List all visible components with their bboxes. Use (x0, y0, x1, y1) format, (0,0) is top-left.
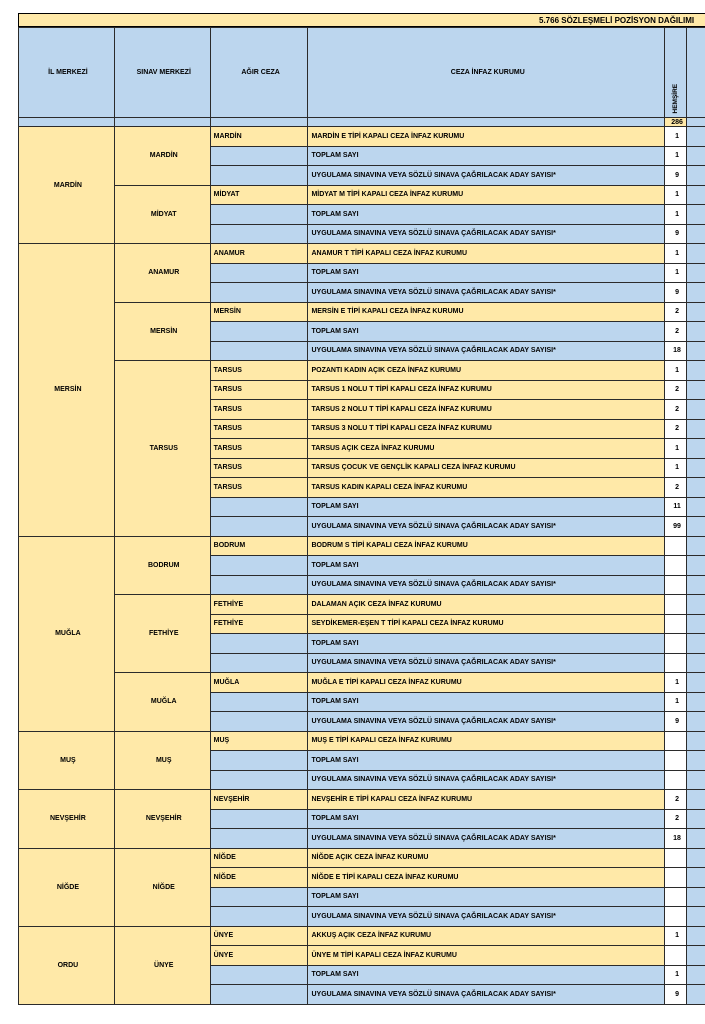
summary-label-cell: UYGULAMA SINAVINA VEYA SÖZLÜ SINAVA ÇAĞRILACAK ADAY SAYISI* (308, 907, 665, 927)
agir-ceza-cell (210, 575, 308, 595)
sinav-merkezi-cell: NİĞDE (114, 848, 210, 926)
agir-ceza-cell: MUĞLA (210, 673, 308, 693)
summary-label-cell: TOPLAM SAYI (308, 692, 665, 712)
summary-label-cell: TOPLAM SAYI (308, 965, 665, 985)
edge-cell (687, 283, 705, 303)
agir-ceza-cell (210, 283, 308, 303)
edge-cell (687, 419, 705, 439)
header-agir-ceza: AĞIR CEZA (210, 28, 308, 118)
edge-cell (687, 244, 705, 264)
summary-label-cell: TOPLAM SAYI (308, 556, 665, 576)
agir-ceza-cell (210, 751, 308, 771)
hemsire-count-cell: 2 (665, 790, 687, 810)
hemsire-count-cell: 1 (665, 926, 687, 946)
table-body (19, 127, 705, 1005)
agir-ceza-cell: MARDİN (210, 127, 308, 147)
summary-label-cell: UYGULAMA SINAVINA VEYA SÖZLÜ SINAVA ÇAĞRILACAK ADAY SAYISI* (308, 985, 665, 1005)
edge-cell (687, 829, 705, 849)
edge-cell (687, 907, 705, 927)
kurum-cell: TARSUS 2 NOLU T TİPİ KAPALI CEZA İNFAZ KURUMU (308, 400, 665, 420)
hemsire-count-cell: 2 (665, 380, 687, 400)
agir-ceza-cell (210, 809, 308, 829)
hemsire-count-cell (665, 536, 687, 556)
hemsire-count-cell: 1 (665, 263, 687, 283)
sinav-merkezi-cell: MUĞLA (114, 673, 210, 732)
hemsire-count-cell: 9 (665, 712, 687, 732)
edge-cell (687, 556, 705, 576)
header-edge (687, 28, 705, 118)
hemsire-count-cell (665, 731, 687, 751)
table-row (19, 731, 705, 751)
agir-ceza-cell: NİĞDE (210, 868, 308, 888)
table-row (19, 536, 705, 556)
hemsire-count-cell: 1 (665, 361, 687, 381)
agir-ceza-cell (210, 497, 308, 517)
agir-ceza-cell: MERSİN (210, 302, 308, 322)
agir-ceza-cell (210, 322, 308, 342)
position-table (18, 27, 705, 1005)
agir-ceza-cell (210, 224, 308, 244)
table-row (19, 185, 705, 205)
table-row (19, 127, 705, 147)
edge-cell (687, 692, 705, 712)
edge-cell (687, 731, 705, 751)
header-hemsire-label: HEMŞİRE (671, 83, 679, 113)
hemsire-count-cell: 9 (665, 985, 687, 1005)
hemsire-count-cell (665, 887, 687, 907)
edge-cell (687, 185, 705, 205)
agir-ceza-cell (210, 556, 308, 576)
hemsire-count-cell (665, 848, 687, 868)
table-row (19, 244, 705, 264)
hemsire-count-cell (665, 556, 687, 576)
edge-cell (687, 926, 705, 946)
edge-cell (687, 497, 705, 517)
kurum-cell: MUĞLA E TİPİ KAPALI CEZA İNFAZ KURUMU (308, 673, 665, 693)
hemsire-count-cell: 9 (665, 283, 687, 303)
edge-cell (687, 595, 705, 615)
kurum-cell: MERSİN E TİPİ KAPALI CEZA İNFAZ KURUMU (308, 302, 665, 322)
kurum-cell: POZANTI KADIN AÇIK CEZA İNFAZ KURUMU (308, 361, 665, 381)
hemsire-count-cell: 1 (665, 185, 687, 205)
kurum-cell: TARSUS ÇOCUK VE GENÇLİK KAPALI CEZA İNFAZ KURUMU (308, 458, 665, 478)
agir-ceza-cell (210, 263, 308, 283)
table-row (19, 790, 705, 810)
edge-cell (687, 341, 705, 361)
hemsire-count-cell: 1 (665, 439, 687, 459)
hemsire-count-cell: 2 (665, 322, 687, 342)
summary-label-cell: UYGULAMA SINAVINA VEYA SÖZLÜ SINAVA ÇAĞRILACAK ADAY SAYISI* (308, 829, 665, 849)
edge-cell (687, 868, 705, 888)
summary-label-cell: UYGULAMA SINAVINA VEYA SÖZLÜ SINAVA ÇAĞRILACAK ADAY SAYISI* (308, 224, 665, 244)
hemsire-count-cell: 99 (665, 517, 687, 537)
agir-ceza-cell (210, 829, 308, 849)
summary-label-cell: UYGULAMA SINAVINA VEYA SÖZLÜ SINAVA ÇAĞRILACAK ADAY SAYISI* (308, 712, 665, 732)
hemsire-count-cell (665, 770, 687, 790)
agir-ceza-cell (210, 166, 308, 186)
title-bar (18, 13, 705, 27)
agir-ceza-cell: NİĞDE (210, 848, 308, 868)
table-row (19, 361, 705, 381)
hemsire-count-cell: 1 (665, 965, 687, 985)
edge-cell (687, 751, 705, 771)
header-ceza-infaz-kurumu: CEZA İNFAZ KURUMU (308, 28, 665, 118)
edge-cell (687, 985, 705, 1005)
kurum-cell: NİĞDE E TİPİ KAPALI CEZA İNFAZ KURUMU (308, 868, 665, 888)
il-merkezi-cell: MUŞ (19, 731, 115, 790)
total-hemsire: 286 (665, 118, 687, 127)
edge-cell (687, 146, 705, 166)
kurum-cell: ANAMUR T TİPİ KAPALI CEZA İNFAZ KURUMU (308, 244, 665, 264)
agir-ceza-cell (210, 205, 308, 225)
kurum-cell: ÜNYE M TİPİ KAPALI CEZA İNFAZ KURUMU (308, 946, 665, 966)
summary-label-cell: UYGULAMA SINAVINA VEYA SÖZLÜ SINAVA ÇAĞRILACAK ADAY SAYISI* (308, 575, 665, 595)
edge-cell (687, 322, 705, 342)
agir-ceza-cell: BODRUM (210, 536, 308, 556)
agir-ceza-cell (210, 985, 308, 1005)
hemsire-count-cell: 11 (665, 497, 687, 517)
edge-cell (687, 770, 705, 790)
il-merkezi-cell: NİĞDE (19, 848, 115, 926)
kurum-cell: AKKUŞ AÇIK CEZA İNFAZ KURUMU (308, 926, 665, 946)
sinav-merkezi-cell: MERSİN (114, 302, 210, 361)
edge-cell (687, 302, 705, 322)
hemsire-count-cell: 18 (665, 829, 687, 849)
edge-cell (687, 400, 705, 420)
edge-cell (687, 263, 705, 283)
agir-ceza-cell: FETHİYE (210, 595, 308, 615)
edge-cell (687, 536, 705, 556)
edge-cell (687, 380, 705, 400)
edge-cell (687, 478, 705, 498)
il-merkezi-cell: MARDİN (19, 127, 115, 244)
edge-cell (687, 653, 705, 673)
hemsire-count-cell: 1 (665, 205, 687, 225)
agir-ceza-cell: FETHİYE (210, 614, 308, 634)
table-row (19, 848, 705, 868)
hemsire-count-cell: 1 (665, 458, 687, 478)
edge-cell (687, 517, 705, 537)
agir-ceza-cell (210, 634, 308, 654)
kurum-cell: NİĞDE AÇIK CEZA İNFAZ KURUMU (308, 848, 665, 868)
header-sinav-merkezi: SINAV MERKEZİ (114, 28, 210, 118)
hemsire-count-cell: 1 (665, 146, 687, 166)
agir-ceza-cell: NEVŞEHİR (210, 790, 308, 810)
agir-ceza-cell (210, 341, 308, 361)
edge-cell (687, 809, 705, 829)
agir-ceza-cell (210, 692, 308, 712)
agir-ceza-cell: MUŞ (210, 731, 308, 751)
hemsire-count-cell: 18 (665, 341, 687, 361)
edge-cell (687, 439, 705, 459)
hemsire-count-cell: 2 (665, 419, 687, 439)
hemsire-count-cell (665, 614, 687, 634)
sinav-merkezi-cell: TARSUS (114, 361, 210, 537)
edge-cell (687, 166, 705, 186)
il-merkezi-cell: MUĞLA (19, 536, 115, 731)
agir-ceza-cell: TARSUS (210, 380, 308, 400)
table-row (19, 673, 705, 693)
kurum-cell: TARSUS 1 NOLU T TİPİ KAPALI CEZA İNFAZ KURUMU (308, 380, 665, 400)
agir-ceza-cell: MİDYAT (210, 185, 308, 205)
hemsire-count-cell (665, 575, 687, 595)
edge-cell (687, 634, 705, 654)
summary-label-cell: TOPLAM SAYI (308, 809, 665, 829)
sinav-merkezi-cell: MUŞ (114, 731, 210, 790)
hemsire-count-cell: 1 (665, 127, 687, 147)
sinav-merkezi-cell: BODRUM (114, 536, 210, 595)
agir-ceza-cell: TARSUS (210, 478, 308, 498)
il-merkezi-cell: NEVŞEHİR (19, 790, 115, 849)
hemsire-count-cell (665, 751, 687, 771)
edge-cell (687, 887, 705, 907)
hemsire-count-cell: 2 (665, 809, 687, 829)
edge-cell (687, 458, 705, 478)
kurum-cell: NEVŞEHİR E TİPİ KAPALI CEZA İNFAZ KURUMU (308, 790, 665, 810)
sinav-merkezi-cell: ÜNYE (114, 926, 210, 1004)
sheet-title: 5.766 SÖZLEŞMELİ POZİSYON DAĞILIMI (539, 16, 695, 25)
table-row (19, 302, 705, 322)
hemsire-count-cell (665, 868, 687, 888)
hemsire-count-cell (665, 634, 687, 654)
agir-ceza-cell: ÜNYE (210, 946, 308, 966)
subheader-cell (308, 118, 665, 127)
agir-ceza-cell: ÜNYE (210, 926, 308, 946)
hemsire-count-cell (665, 946, 687, 966)
summary-label-cell: TOPLAM SAYI (308, 634, 665, 654)
subheader-edge (687, 118, 705, 127)
hemsire-count-cell: 1 (665, 244, 687, 264)
sinav-merkezi-cell: NEVŞEHİR (114, 790, 210, 849)
hemsire-count-cell (665, 653, 687, 673)
subheader-cell (210, 118, 308, 127)
agir-ceza-cell: TARSUS (210, 439, 308, 459)
edge-cell (687, 575, 705, 595)
agir-ceza-cell (210, 712, 308, 732)
edge-cell (687, 673, 705, 693)
summary-label-cell: TOPLAM SAYI (308, 497, 665, 517)
edge-cell (687, 361, 705, 381)
subheader-cell (114, 118, 210, 127)
edge-cell (687, 614, 705, 634)
edge-cell (687, 848, 705, 868)
hemsire-count-cell: 9 (665, 224, 687, 244)
agir-ceza-cell (210, 770, 308, 790)
il-merkezi-cell: ORDU (19, 926, 115, 1004)
agir-ceza-cell (210, 965, 308, 985)
agir-ceza-cell (210, 907, 308, 927)
edge-cell (687, 127, 705, 147)
summary-label-cell: UYGULAMA SINAVINA VEYA SÖZLÜ SINAVA ÇAĞRILACAK ADAY SAYISI* (308, 517, 665, 537)
header-hemsire (665, 28, 687, 118)
hemsire-count-cell: 1 (665, 673, 687, 693)
summary-label-cell: UYGULAMA SINAVINA VEYA SÖZLÜ SINAVA ÇAĞRILACAK ADAY SAYISI* (308, 341, 665, 361)
hemsire-count-cell: 2 (665, 478, 687, 498)
summary-label-cell: UYGULAMA SINAVINA VEYA SÖZLÜ SINAVA ÇAĞRILACAK ADAY SAYISI* (308, 770, 665, 790)
agir-ceza-cell (210, 653, 308, 673)
summary-label-cell: TOPLAM SAYI (308, 322, 665, 342)
agir-ceza-cell (210, 517, 308, 537)
edge-cell (687, 205, 705, 225)
summary-label-cell: TOPLAM SAYI (308, 205, 665, 225)
kurum-cell: DALAMAN AÇIK CEZA İNFAZ KURUMU (308, 595, 665, 615)
summary-label-cell: UYGULAMA SINAVINA VEYA SÖZLÜ SINAVA ÇAĞRILACAK ADAY SAYISI* (308, 283, 665, 303)
kurum-cell: TARSUS 3 NOLU T TİPİ KAPALI CEZA İNFAZ KURUMU (308, 419, 665, 439)
agir-ceza-cell (210, 887, 308, 907)
sinav-merkezi-cell: FETHİYE (114, 595, 210, 673)
summary-label-cell: TOPLAM SAYI (308, 751, 665, 771)
subheader-cell (19, 118, 115, 127)
table-row (19, 926, 705, 946)
kurum-cell: MUŞ E TİPİ KAPALI CEZA İNFAZ KURUMU (308, 731, 665, 751)
kurum-cell: MİDYAT M TİPİ KAPALI CEZA İNFAZ KURUMU (308, 185, 665, 205)
edge-cell (687, 965, 705, 985)
agir-ceza-cell: TARSUS (210, 400, 308, 420)
sinav-merkezi-cell: ANAMUR (114, 244, 210, 303)
agir-ceza-cell: TARSUS (210, 361, 308, 381)
hemsire-count-cell: 2 (665, 302, 687, 322)
summary-label-cell: TOPLAM SAYI (308, 263, 665, 283)
hemsire-count-cell (665, 595, 687, 615)
header-il-merkezi: İL MERKEZİ (19, 28, 115, 118)
table-row (19, 595, 705, 615)
agir-ceza-cell: ANAMUR (210, 244, 308, 264)
hemsire-count-cell: 9 (665, 166, 687, 186)
edge-cell (687, 946, 705, 966)
edge-cell (687, 790, 705, 810)
summary-label-cell: TOPLAM SAYI (308, 887, 665, 907)
agir-ceza-cell (210, 146, 308, 166)
edge-cell (687, 224, 705, 244)
sinav-merkezi-cell: MARDİN (114, 127, 210, 186)
kurum-cell: TARSUS AÇIK CEZA İNFAZ KURUMU (308, 439, 665, 459)
edge-cell (687, 712, 705, 732)
kurum-cell: TARSUS KADIN KAPALI CEZA İNFAZ KURUMU (308, 478, 665, 498)
agir-ceza-cell: TARSUS (210, 458, 308, 478)
kurum-cell: SEYDİKEMER-EŞEN T TİPİ KAPALI CEZA İNFAZ KURUMU (308, 614, 665, 634)
agir-ceza-cell: TARSUS (210, 419, 308, 439)
il-merkezi-cell: MERSİN (19, 244, 115, 537)
summary-label-cell: UYGULAMA SINAVINA VEYA SÖZLÜ SINAVA ÇAĞRILACAK ADAY SAYISI* (308, 653, 665, 673)
hemsire-count-cell (665, 907, 687, 927)
kurum-cell: BODRUM S TİPİ KAPALI CEZA İNFAZ KURUMU (308, 536, 665, 556)
summary-label-cell: UYGULAMA SINAVINA VEYA SÖZLÜ SINAVA ÇAĞRILACAK ADAY SAYISI* (308, 166, 665, 186)
hemsire-count-cell: 1 (665, 692, 687, 712)
summary-label-cell: TOPLAM SAYI (308, 146, 665, 166)
sinav-merkezi-cell: MİDYAT (114, 185, 210, 244)
hemsire-count-cell: 2 (665, 400, 687, 420)
kurum-cell: MARDİN E TİPİ KAPALI CEZA İNFAZ KURUMU (308, 127, 665, 147)
